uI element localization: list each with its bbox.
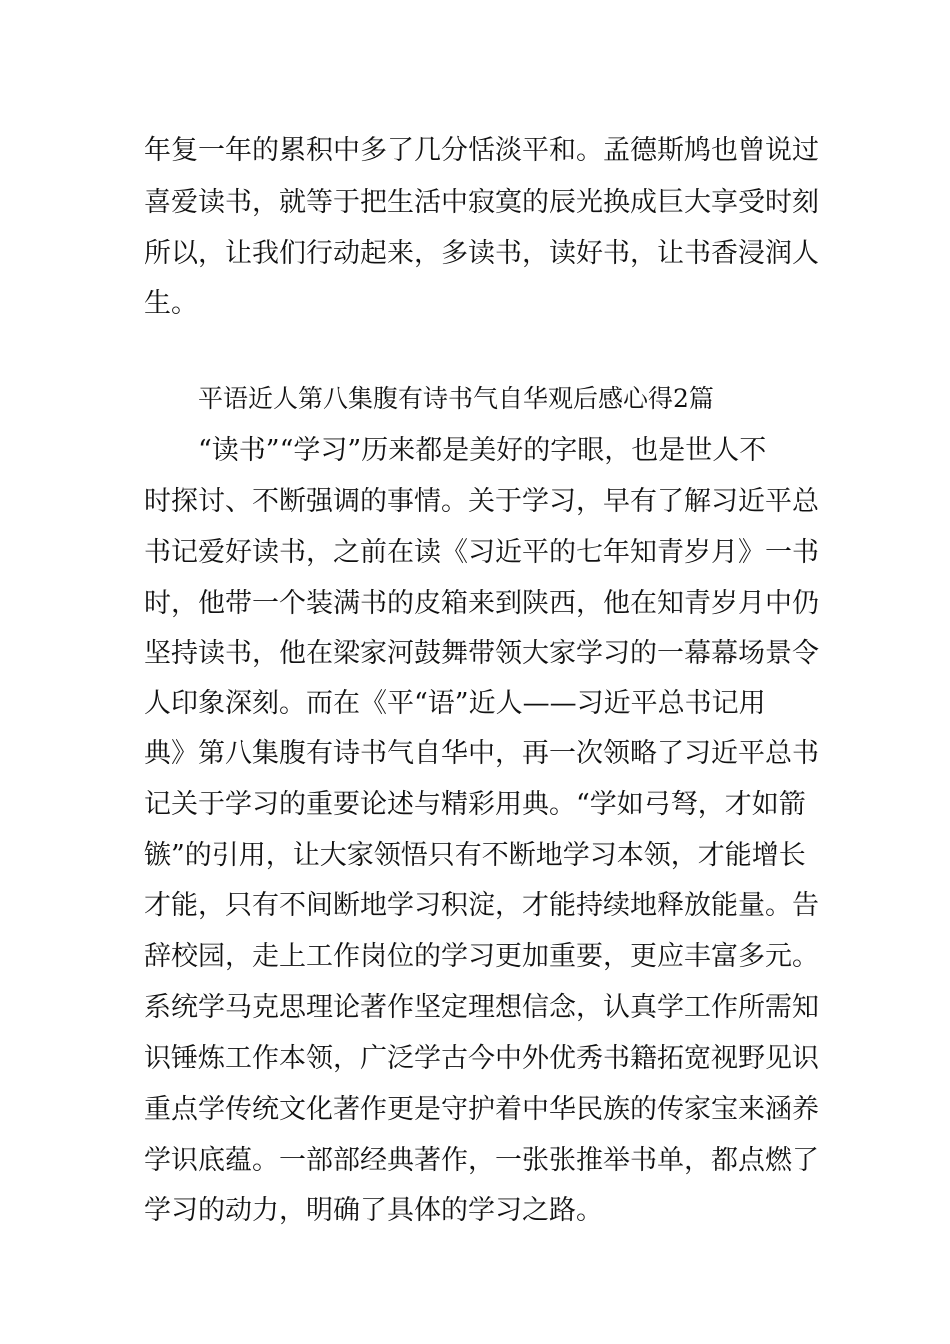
section-title: 平语近人第八集腹有诗书气自华观后感心得2篇 (198, 384, 714, 413)
paragraph-line: “读书”“学习”历来都是美好的字眼，也是世人不 (198, 435, 767, 466)
paragraph-line: 典》第八集腹有诗书气自华中，再一次领略了习近平总书 (144, 738, 819, 769)
paragraph-line: 系统学马克思理论著作坚定理想信念，认真学工作所需知 (144, 992, 819, 1023)
paragraph-line: 生。 (144, 288, 198, 319)
paragraph-line: 年复一年的累积中多了几分恬淡平和。孟德斯鸠也曾说过 (144, 135, 819, 166)
paragraph-line: 书记爱好读书，之前在读《习近平的七年知青岁月》一书 (144, 537, 819, 568)
paragraph-line: 重点学传统文化著作更是守护着中华民族的传家宝来涵养 (144, 1094, 819, 1125)
paragraph-line: 学识底蕴。一部部经典著作，一张张推举书单，都点燃了 (144, 1145, 819, 1176)
paragraph-line: 才能，只有不间断地学习积淀，才能持续地释放能量。告 (144, 890, 819, 921)
paragraph-line: 识锤炼工作本领，广泛学古今中外优秀书籍拓宽视野见识 (144, 1043, 819, 1074)
paragraph-line: 时探讨、不断强调的事情。关于学习，早有了解习近平总 (144, 486, 819, 517)
paragraph-line: 喜爱读书，就等于把生活中寂寞的辰光换成巨大享受时刻 (144, 187, 819, 218)
paragraph-line: 辞校园，走上工作岗位的学习更加重要，更应丰富多元。 (144, 941, 819, 972)
paragraph-line: 坚持读书，他在梁家河鼓舞带领大家学习的一幕幕场景令 (144, 638, 819, 669)
paragraph-line: 所以，让我们行动起来，多读书，读好书，让书香浸润人 (144, 238, 819, 269)
paragraph-line: 记关于学习的重要论述与精彩用典。“学如弓弩，才如箭 (144, 789, 806, 820)
paragraph-line: 学习的动力，明确了具体的学习之路。 (144, 1195, 603, 1226)
paragraph-line: 镞”的引用，让大家领悟只有不断地学习本领，才能增长 (144, 840, 806, 871)
paragraph-line: 人印象深刻。而在《平“语”近人——习近平总书记用 (144, 688, 766, 719)
paragraph-line: 时，他带一个装满书的皮箱来到陕西，他在知青岁月中仍 (144, 588, 819, 619)
